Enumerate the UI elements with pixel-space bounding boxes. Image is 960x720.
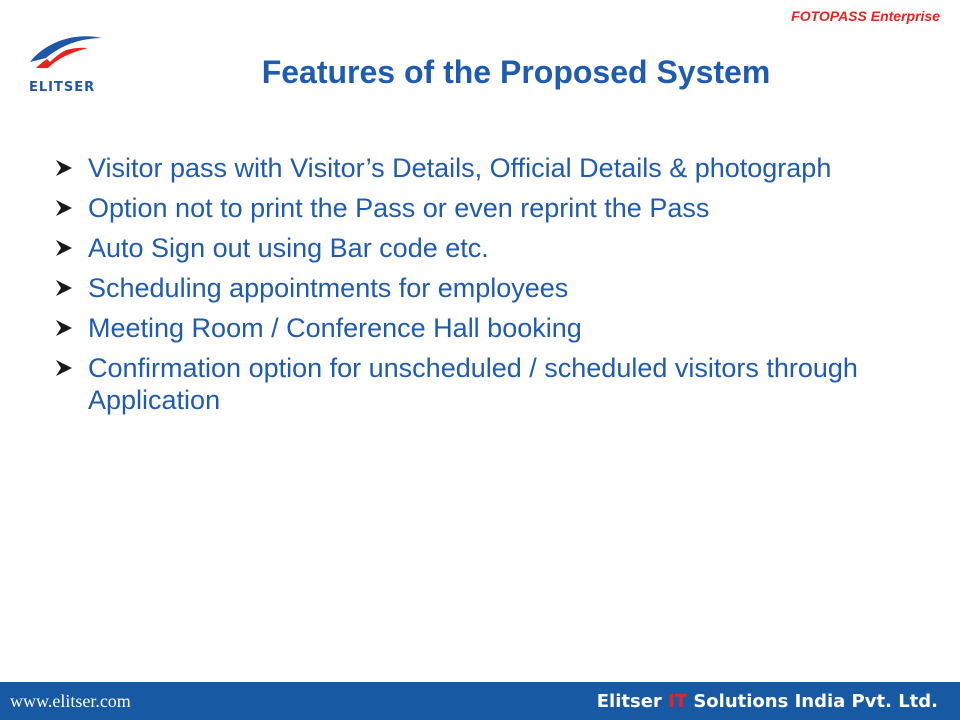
feature-item (52, 312, 912, 344)
feature-item (52, 192, 912, 224)
company-name-part1: Elitser (596, 691, 669, 712)
company-name-it: IT (668, 691, 688, 712)
feature-item (52, 272, 912, 304)
arrow-bullet-icon (54, 358, 74, 378)
arrow-bullet-icon (54, 278, 74, 298)
footer-company-name (597, 691, 938, 712)
feature-list (52, 152, 912, 424)
feature-text: Confirmation option for unscheduled / scheduled visitors through Application (88, 353, 858, 415)
arrow-bullet-icon (54, 318, 74, 338)
feature-item (52, 352, 912, 416)
feature-text: Visitor pass with Visitor’s Details, Official Details & photograph (88, 153, 832, 183)
logo-text: ELITSER (29, 80, 96, 95)
feature-text: Scheduling appointments for employees (88, 273, 569, 303)
feature-text: Option not to print the Pass or even reprint the Pass (88, 193, 710, 223)
arrow-bullet-icon (54, 238, 74, 258)
feature-text: Auto Sign out using Bar code etc. (88, 233, 489, 263)
arrow-bullet-icon (54, 158, 74, 178)
company-name-part2: Solutions India Pvt. Ltd. (687, 691, 938, 712)
feature-item (52, 152, 912, 184)
arrow-bullet-icon (54, 198, 74, 218)
page-title: Features of the Proposed System (261, 54, 771, 90)
footer-website-link[interactable]: www.elitser.com (10, 691, 131, 711)
brand-tag: FOTOPASS Enterprise (791, 8, 940, 24)
feature-text: Meeting Room / Conference Hall booking (88, 313, 582, 343)
footer-bar (0, 682, 960, 720)
feature-item (52, 232, 912, 264)
